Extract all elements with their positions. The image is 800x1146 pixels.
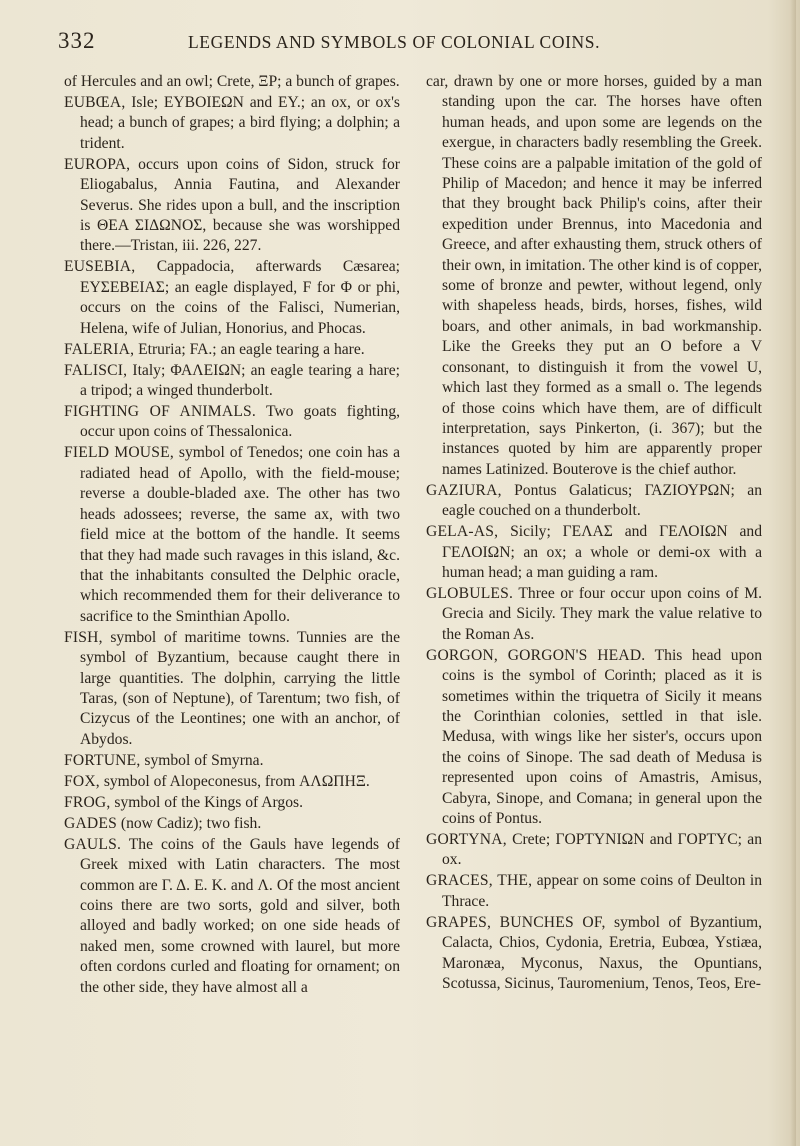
glossary-entry: EUBŒA, Isle; ΕΥΒΟΙΕΩΝ and ΕΥ.; an ox, or ox's head; a bunch of grapes; a bird flying; a dolphin; a trident. <box>64 94 400 152</box>
glossary-entry: FISH, symbol of maritime towns. Tunnies are the symbol of Byzantium, because caught there in large quantities. The dolphin, carrying the little Taras, (son of Neptune), of Tarentum; two fish, of Cizycus of the Leontines; one with an anchor, of Abydos. <box>64 628 400 748</box>
left-text-column <box>64 72 400 999</box>
glossary-entry: FALERIA, Etruria; FA.; an eagle tearing a hare. <box>64 340 365 358</box>
glossary-entry: GLOBULES. Three or four occur upon coins of M. Grecia and Sicily. They mark the value relative to the Roman As. <box>426 584 762 643</box>
glossary-entry: GORGON, GORGON'S HEAD. This head upon coins is the symbol of Corinth; placed as it is sometimes within the triquetra of Sicily it means the Corinthian colonies, settled in that isle. Medusa, with wings like her sister's, occurs upon the coins of Sinope. The sad death of Medusa is represented upon coins of Amastris, Amisus, Cabyra, Sinope, and Comana; in general upon the coins of Pontus. <box>426 646 762 827</box>
glossary-entry: GRACES, THE, appear on some coins of Deulton in Thrace. <box>426 872 763 910</box>
glossary-entry: GAZIURA, Pontus Galaticus; ΓΑΖΙΟΥΡΩΝ; an eagle couched on a thunderbolt. <box>426 481 762 520</box>
glossary-entry: of Hercules and an owl; Crete, ΞΡ; a bunch of grapes. <box>64 73 400 90</box>
running-head-title: LEGENDS AND SYMBOLS OF COLONIAL COINS. <box>188 32 601 52</box>
right-text-column <box>426 72 762 995</box>
page-header <box>58 28 778 56</box>
glossary-entry: FIELD MOUSE, symbol of Tenedos; one coin has a radiated head of Apollo, with the field-mouse; reverse a double-bladed axe. The other has two heads adossees; reverse, the same ax, with two field mice at the bottom of the handle. It seems that they had made such ravages in this island, &c. that the inhabitants consulted the Delphic oracle, which recommended them for their deliverance to sacrifice to the Sminthian Apollo. <box>64 444 400 625</box>
page-edge-shadow <box>790 0 796 1146</box>
glossary-entry: EUROPA, occurs upon coins of Sidon, struck for Eliogabalus, Annia Fautina, and Alexander Severus. She rides upon a bull, and the inscription is ΘΕΑ ΣΙΔΩΝΟΣ, because she was worshipped there.—Tristan, iii. 226, 227. <box>64 155 400 255</box>
glossary-entry: car, drawn by one or more horses, guided by a man standing upon the car. The horses have often human heads, and upon some are legends on the exergue, in characters badly resembling the Greek. These coins are a palpable imitation of the gold of Philip of Macedon; and hence it may be inferred that they brought back Philip's coins, after their expedition under Brennus, into Macedonia and Greece, and after exhausting them, struck others of their own, in imitation. The other kind is of copper, some of bronze and pewter, without legend, only with shapeless heads, birds, horses, fishes, wild boars, and other animals, in bad workmanship. Like the Greeks they put an O before a V consonant, to distinguish it from the vowel U, which last they formed as a small o. The legends of those coins which have them, are of difficult interpretation, says Pinkerton, (i. 367); but the instances quoted by him are apparently proper names Latinized. Bouterove is the chief author. <box>426 73 762 478</box>
glossary-entry: FIGHTING OF ANIMALS. Two goats fighting, occur upon coins of Thessalonica. <box>64 403 401 441</box>
glossary-entry: FALISCI, Italy; ΦΑΛΕΙΩΝ; an eagle tearing a hare; a tripod; a winged thunderbolt. <box>64 361 400 400</box>
glossary-entry: FROG, symbol of the Kings of Argos. <box>64 793 303 811</box>
glossary-entry: FORTUNE, symbol of Smyrna. <box>64 751 264 769</box>
glossary-entry: GELA-AS, Sicily; ΓΕΛΑΣ and ΓΕΛΟΙΩΝ and ΓΕΛΟΙΩΝ; an ox; a whole or demi-ox with a human head; a man guiding a ram. <box>426 523 762 581</box>
glossary-entry: GADES (now Cadiz); two fish. <box>64 814 262 832</box>
glossary-entry: GAULS. The coins of the Gauls have legends of Greek mixed with Latin characters. The most common are Γ. Δ. E. K. and Λ. Of the most ancient coins there are two sorts, gold and silver, both alloyed and badly worked; on one side heads of naked men, some crowned with laurel, but more often cordons curled and floating for ornament; on the other side, they have almost all a <box>64 835 400 996</box>
glossary-entry: GORTYNA, Crete; ΓΟΡΤΥΝΙΩΝ and ΓΟΡΤΥC; an ox. <box>426 831 763 869</box>
page-number: 332 <box>58 28 96 53</box>
glossary-entry: GRAPES, BUNCHES OF, symbol of Byzantium, Calacta, Chios, Cydonia, Eretria, Eubœa, Ystiæa, Maronæa, Myconus, Naxus, the Opuntians, Scotussa, Sicinus, Tauromenium, Tenos, Teos, Ere- <box>426 913 763 993</box>
glossary-entry: EUSEBIA, Cappadocia, afterwards Cæsarea; ΕΥΣΕΒΕΙΑΣ; an eagle displayed, F for Φ or phi, occurs on the coins of the Falisci, Numerian, Helena, wife of Julian, Honorius, and Phocas. <box>64 258 401 337</box>
glossary-entry: FOX, symbol of Alopeconesus, from ΑΛΩΠΗΞ. <box>64 772 370 790</box>
